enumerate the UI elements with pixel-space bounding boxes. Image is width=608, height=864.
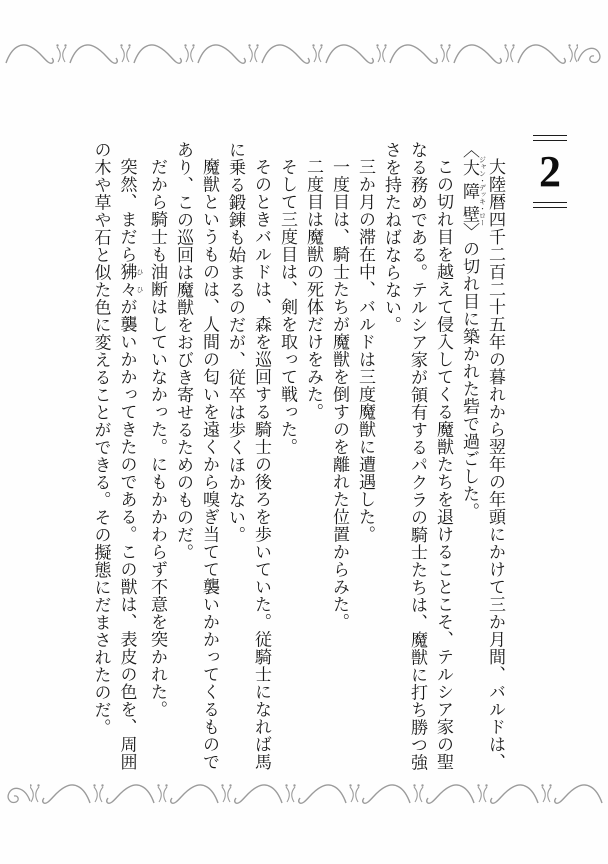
paragraph-1: 大陸暦四千二百二十五年の暮れから翌年の年頭にかけて三か月間、バルドは、〈大障壁 ジャン・デッキ・ロー〉の切れ目に築かれた砦で過ごした。 (460, 141, 505, 771)
ruby-annotated-word: 大障壁 ジャン・デッキ・ロー (460, 155, 487, 226)
paragraph-6: そして三度目は、剣を取って戦った。 (278, 158, 297, 456)
chapter-rule-top (533, 135, 567, 141)
chapter-rule-bottom (533, 202, 567, 208)
paragraph-2: この切れ目を越えて侵入してくる魔獣たちを退けることこそ、テルシア家の聖なる務めである。テルシア家が領有するパクラの騎士たちは、魔獣に打ち勝つ強さを持たねばならない。 (382, 141, 453, 771)
text-body (72, 141, 508, 773)
paragraph-10: 突然、まだら狒々 ひひが襲いかかってきたのである。この獣は、表皮の色を、周囲の木や草や石と似た色に変えることができる。その擬態にだまされたのだ。 (91, 141, 144, 771)
chapter-number: 2 (539, 147, 561, 196)
paragraph-9: だから騎士も油断はしていなかった。にもかかわらず不意を突かれた。 (148, 158, 167, 718)
paragraph-5: 二度目は魔獣の死体だけをみた。 (304, 158, 323, 421)
paragraph-4: 一度目は、騎士たちが魔獣を倒すのを離れた位置からみた。 (330, 158, 349, 631)
chapter-header (531, 135, 569, 208)
decorative-border-bottom-icon (4, 780, 604, 810)
ruby-annotated-word: 狒々 ひひ (117, 263, 144, 298)
paragraph-8: 魔獣というものは、人間の匂いを遠くから嗅ぎ当てて襲いかかってくるものであり、この巡回は魔獣をおびき寄せるためのものだ。 (174, 141, 219, 771)
paragraph-7: そのときバルドは、森を巡回する騎士の後ろを歩いていた。従騎士になれば馬に乗る鍛錬も始まるのだが、従卒は歩くほかない。 (226, 141, 271, 771)
decorative-border-top-icon (4, 40, 604, 70)
paragraph-3: 三か月の滞在中、バルドは三度魔獣に遭遇した。 (356, 158, 375, 543)
